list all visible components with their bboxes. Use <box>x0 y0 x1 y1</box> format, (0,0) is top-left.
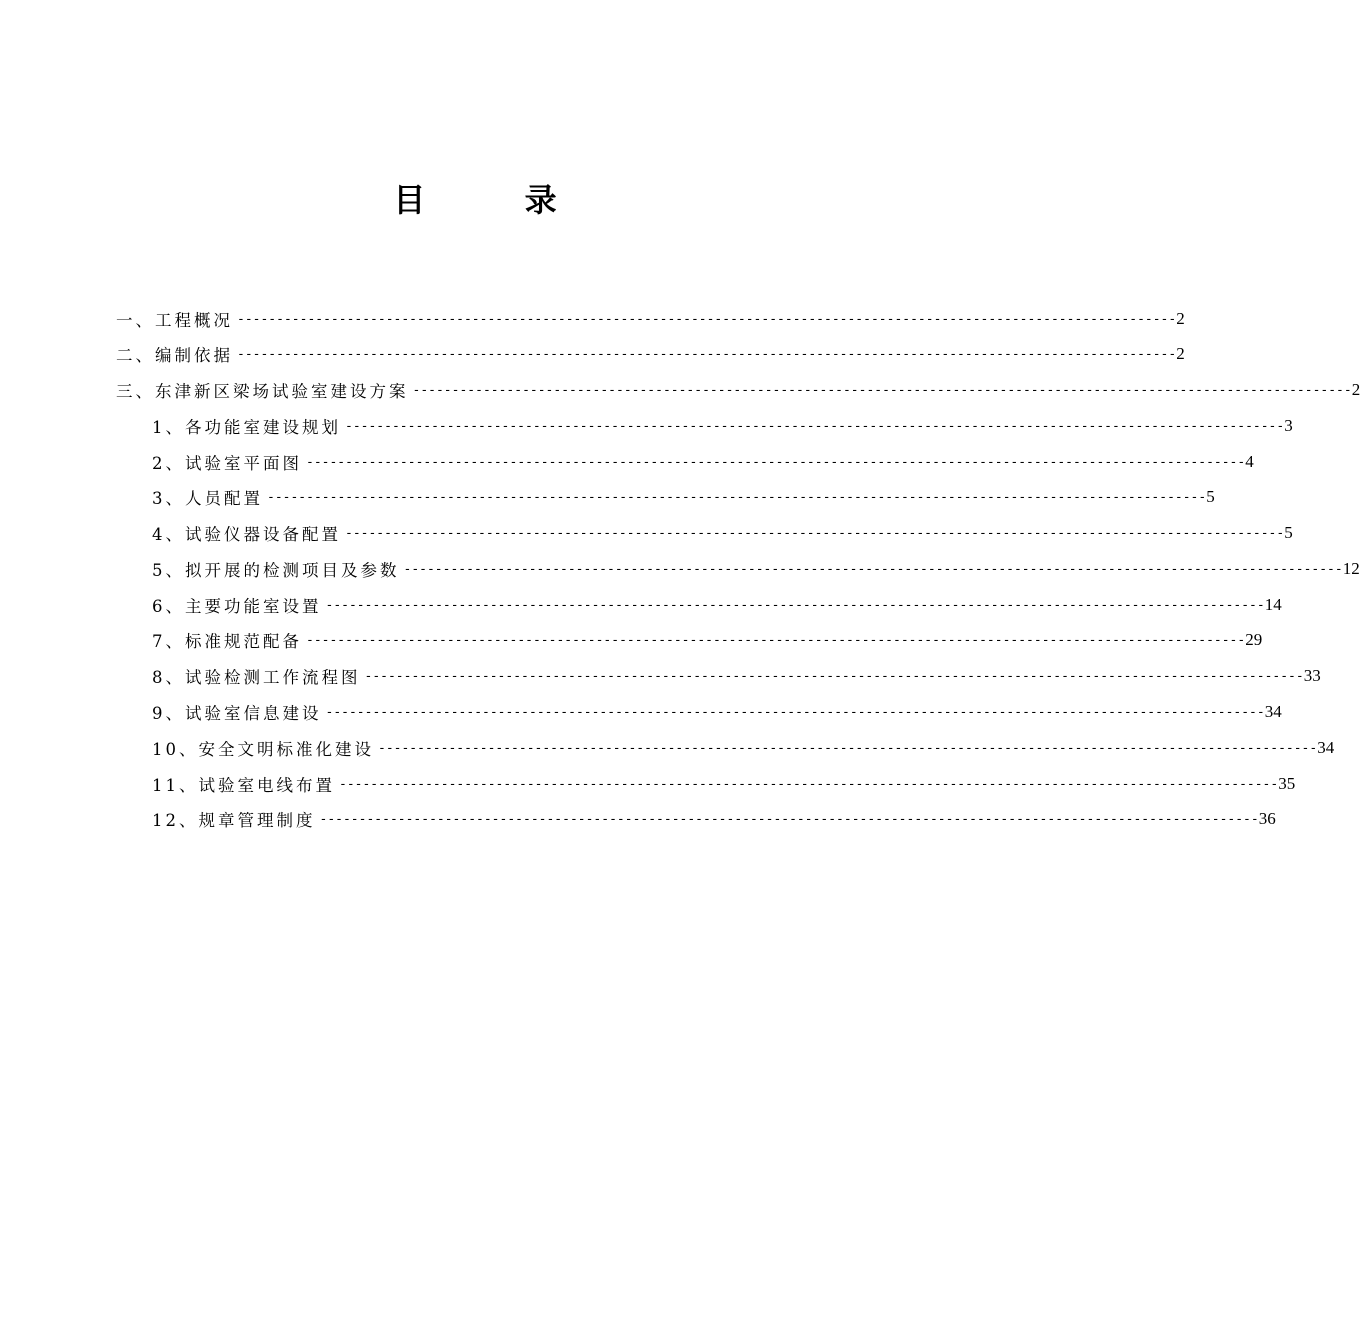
toc-leader-dashes: ------------------------------------------------------------------------------------------------------------------------ <box>267 489 1207 505</box>
toc-entry-label: 4、试验仪器设备配置 <box>152 525 341 544</box>
toc-entry[interactable] <box>152 802 1276 836</box>
toc-entry[interactable] <box>152 516 1293 550</box>
toc-entry-label: 10、安全文明标准化建设 <box>152 740 374 759</box>
toc-leader-dashes: ------------------------------------------------------------------------------------------------------------------------ <box>339 776 1279 792</box>
toc-leader-dashes: ------------------------------------------------------------------------------------------------------------------------ <box>412 382 1352 398</box>
toc-entry[interactable] <box>152 480 1215 514</box>
toc-entry-label: 二、编制依据 <box>116 346 233 365</box>
toc-entry-page-number: 36 <box>1258 809 1276 828</box>
toc-entry-page-number: 33 <box>1303 666 1321 685</box>
toc-entry[interactable] <box>152 659 1321 693</box>
toc-entry[interactable] <box>152 409 1293 443</box>
toc-leader-dashes: ------------------------------------------------------------------------------------------------------------------------ <box>403 561 1343 577</box>
toc-entry-label: 5、拟开展的检测项目及参数 <box>152 561 400 580</box>
toc-entry[interactable] <box>152 731 1335 765</box>
toc-entry[interactable] <box>152 695 1282 729</box>
toc-leader-dashes: ------------------------------------------------------------------------------------------------------------------------ <box>237 311 1177 327</box>
toc-entry-page-number: 2 <box>1176 344 1185 363</box>
toc-entry[interactable] <box>152 588 1282 622</box>
toc-entry[interactable] <box>116 337 1185 371</box>
toc-entry-label: 11、试验室电线布置 <box>152 776 335 795</box>
toc-entry-label: 12、规章管理制度 <box>152 811 316 830</box>
toc-entry-page-number: 5 <box>1284 523 1293 542</box>
toc-entry[interactable] <box>116 373 1360 407</box>
toc-entry[interactable] <box>152 445 1254 479</box>
toc-entry-page-number: 35 <box>1278 774 1296 793</box>
toc-entry-label: 9、试验室信息建设 <box>152 704 322 723</box>
toc-entry-page-number: 2 <box>1176 309 1185 328</box>
toc-leader-dashes: ------------------------------------------------------------------------------------------------------------------------ <box>345 525 1285 541</box>
toc-entry-page-number: 29 <box>1245 630 1263 649</box>
toc-leader-dashes: ------------------------------------------------------------------------------------------------------------------------ <box>319 811 1259 827</box>
toc-entry[interactable] <box>152 767 1296 801</box>
toc-entry-page-number: 5 <box>1206 487 1215 506</box>
toc-leader-dashes: ------------------------------------------------------------------------------------------------------------------------ <box>378 740 1318 756</box>
toc-entry-label: 8、试验检测工作流程图 <box>152 668 361 687</box>
toc-entry[interactable] <box>152 623 1263 657</box>
toc-entry-label: 2、试验室平面图 <box>152 454 302 473</box>
toc-entry-label: 6、主要功能室设置 <box>152 597 322 616</box>
toc-entry-label: 7、标准规范配备 <box>152 632 302 651</box>
toc-leader-dashes: ------------------------------------------------------------------------------------------------------------------------ <box>306 632 1246 648</box>
toc-entry-label: 一、工程概况 <box>116 311 233 330</box>
toc-leader-dashes: ------------------------------------------------------------------------------------------------------------------------ <box>325 704 1265 720</box>
toc-entry-page-number: 2 <box>1351 380 1360 399</box>
toc-entry-page-number: 4 <box>1245 452 1254 471</box>
toc-entry-page-number: 12 <box>1342 559 1360 578</box>
toc-leader-dashes: ------------------------------------------------------------------------------------------------------------------------ <box>364 668 1304 684</box>
toc-entry-page-number: 34 <box>1264 702 1282 721</box>
toc-leader-dashes: ------------------------------------------------------------------------------------------------------------------------ <box>237 346 1177 362</box>
toc-leader-dashes: ------------------------------------------------------------------------------------------------------------------------ <box>306 454 1246 470</box>
page-title: 目 录 <box>393 181 601 219</box>
toc-entry-page-number: 34 <box>1317 738 1335 757</box>
toc-leader-dashes: ------------------------------------------------------------------------------------------------------------------------ <box>345 418 1285 434</box>
toc-entry-page-number: 14 <box>1264 595 1282 614</box>
toc-entry[interactable] <box>116 302 1185 336</box>
toc-entry-label: 1、各功能室建设规划 <box>152 418 341 437</box>
toc-leader-dashes: ------------------------------------------------------------------------------------------------------------------------ <box>325 597 1265 613</box>
toc-entry[interactable] <box>152 552 1360 586</box>
toc-entry-page-number: 3 <box>1284 416 1293 435</box>
toc-entry-label: 3、人员配置 <box>152 489 263 508</box>
toc-entry-label: 三、东津新区梁场试验室建设方案 <box>116 382 409 401</box>
